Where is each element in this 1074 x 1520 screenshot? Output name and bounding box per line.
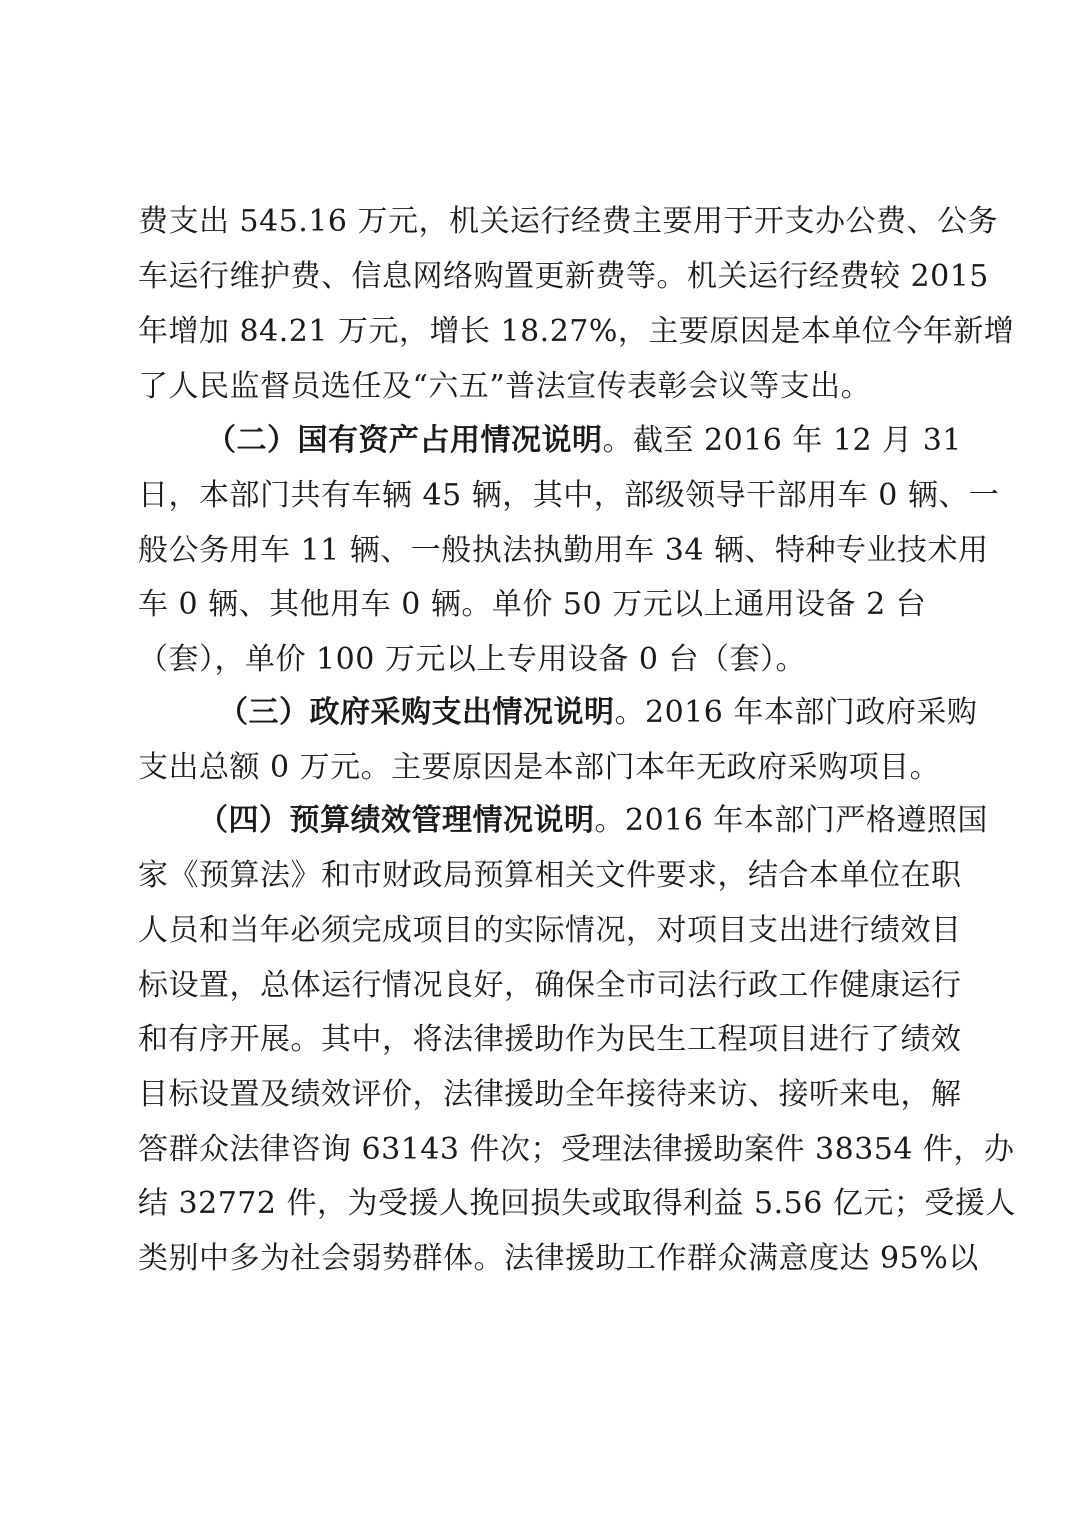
body-line: 年增加 84.21 万元，增长 18.27%，主要原因是本单位今年新增	[138, 314, 1015, 349]
body-line: 和有序开展。其中，将法律援助作为民生工程项目进行了绩效	[138, 1022, 962, 1057]
body-line: 类别中多为社会弱势群体。法律援助工作群众满意度达 95%以	[138, 1241, 979, 1276]
section-text: 。2016 年本部门政府采购	[614, 695, 978, 730]
body-line: 答群众法律咨询 63143 件次；受理法律援助案件 38354 件，办	[138, 1132, 1015, 1167]
body-line: 了人民监督员选任及“六五”普法宣传表彰会议等支出。	[138, 369, 872, 404]
section-heading: （三）政府采购支出情况说明	[218, 695, 615, 730]
section-heading: （二）国有资产占用情况说明	[206, 423, 603, 458]
body-line: 费支出 545.16 万元，机关运行经费主要用于开支办公费、公务	[138, 204, 999, 239]
section-line	[206, 421, 962, 461]
body-line: 人员和当年必须完成项目的实际情况，对项目支出进行绩效目	[138, 913, 962, 948]
body-line: （套），单价 100 万元以上专用设备 0 台（套）。	[138, 642, 806, 677]
body-line: 目标设置及绩效评价，法律援助全年接待来访、接听来电，解	[138, 1077, 962, 1112]
body-line: 车 0 辆、其他用车 0 辆。单价 50 万元以上通用设备 2 台	[138, 587, 927, 622]
body-line: 支出总额 0 万元。主要原因是本部门本年无政府采购项目。	[138, 750, 941, 785]
section-line	[218, 693, 977, 733]
body-line: 标设置，总体运行情况良好，确保全市司法行政工作健康运行	[138, 968, 962, 1003]
body-line: 车运行维护费、信息网络购置更新费等。机关运行经费较 2015	[138, 259, 989, 294]
body-line: 日，本部门共有车辆 45 辆，其中，部级领导干部用车 0 辆、一	[138, 478, 1000, 513]
section-heading: （四）预算绩效管理情况说明	[198, 803, 595, 838]
section-text: 。2016 年本部门严格遵照国	[594, 803, 988, 838]
body-line: 般公务用车 11 辆、一般执法执勤用车 34 辆、特种专业技术用	[138, 533, 989, 568]
body-line: 结 32772 件，为受援人挽回损失或取得利益 5.56 亿元；受援人	[138, 1186, 1016, 1221]
body-line: 家《预算法》和市财政局预算相关文件要求，结合本单位在职	[138, 858, 962, 893]
section-line	[198, 801, 988, 841]
section-text: 。截至 2016 年 12 月 31	[602, 423, 962, 458]
